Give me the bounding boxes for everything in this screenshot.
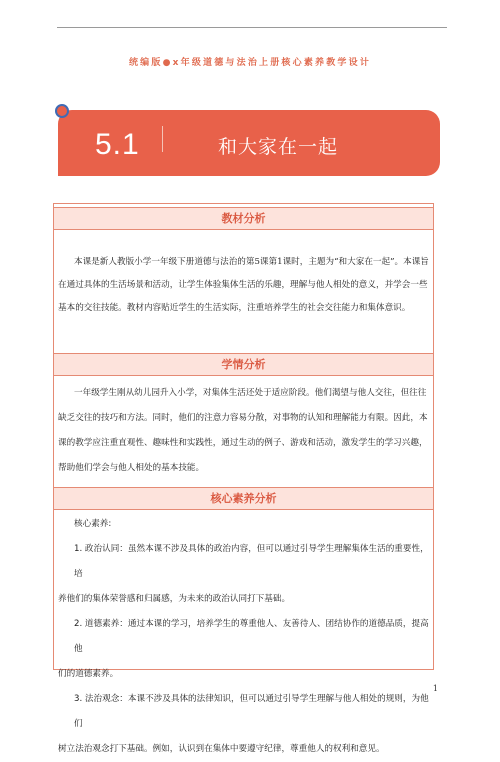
core-item-line: 1. 政治认同：虽然本课不涉及具体的政治内容，但可以通过引导学生理解集体生活的重要性，培 [74,544,429,579]
section-core-body [58,512,430,762]
document-header: 统编版●x年级道德与法治上册核心素养教学设计 [128,58,372,68]
students-paragraph: 一年级学生刚从幼儿园升入小学，对集体生活还处于适应阶段。他们渴望与他人交往，但往往缺乏交往的技巧和方法。同时，他们的注意力容易分散，对事物的认知和理解能力有限。因此，本课的教学应注重直观性、趣味性和实践性，通过生动的例子、游戏和活动，激发学生的学习兴趣，帮助他们学会与他人相处的基本技能。 [58,388,428,473]
section-students-title: 学情分析 [54,353,433,376]
core-intro: 核心素养: [74,519,112,529]
core-item-line: 们的道德素养。 [58,669,119,679]
banner-dot-decoration [55,104,69,118]
materials-paragraph: 本课是新人教版小学一年级下册道德与法治的第5课第1课时，主题为“和大家在一起”。本课旨在通过具体的生活场景和活动，让学生体验集体生活的乐趣，理解与他人相处的意义，并学会一些基本的交往技能。教材内容贴近学生的生活实际，注重培养学生的社会交往能力和集体意识。 [58,257,429,313]
top-rule [57,27,447,28]
core-item-line: 养他们的集体荣誉感和归属感，为未来的政治认同打下基础。 [58,594,291,604]
section-core-title: 核心素养分析 [54,487,433,510]
core-item-line: 2. 道德素养：通过本课的学习，培养学生的尊重他人、友善待人、团结协作的道德品质，提高他 [74,619,429,654]
core-item-line: 树立法治观念打下基础。例如，认识到在集体中要遵守纪律，尊重他人的权利和意见。 [58,744,385,754]
banner-divider [162,126,163,152]
section-students-body [58,381,430,481]
core-item-line: 3. 法治观念：本课不涉及具体的法律知识，但可以通过引导学生理解与他人相处的规则，为他们 [74,694,429,729]
section-materials-body [58,251,430,320]
section-materials-title: 教材分析 [54,207,433,230]
lesson-title: 和大家在一起 [218,136,339,158]
lesson-number: 5.1 [95,128,140,161]
page-number: 1 [432,684,438,693]
